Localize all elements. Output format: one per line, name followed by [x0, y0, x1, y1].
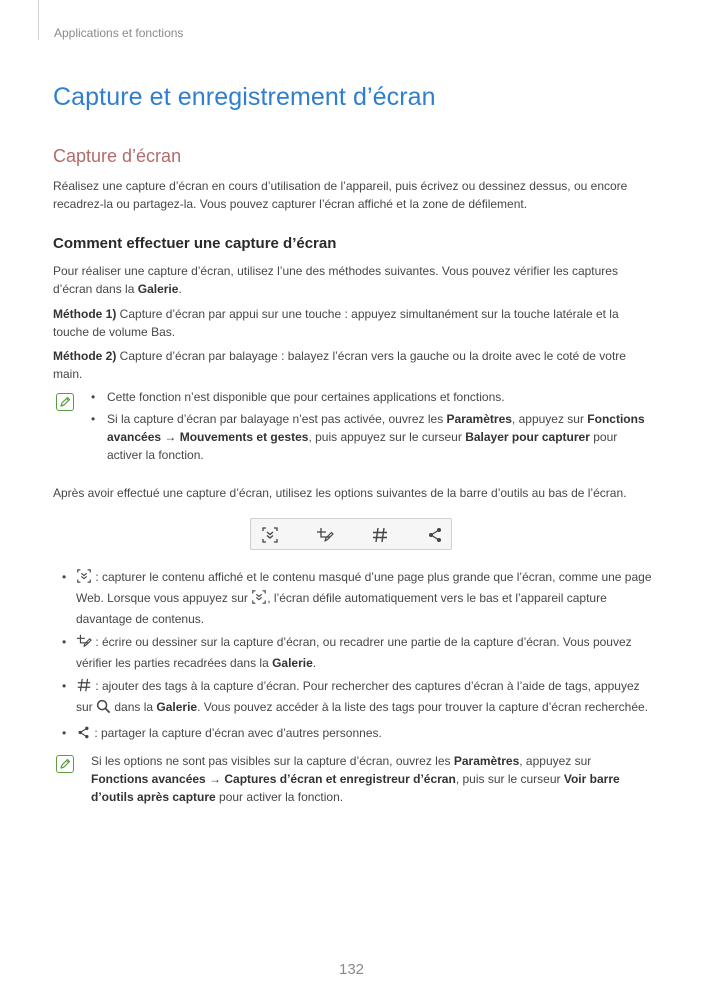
motions-gestures-term: Mouvements et gestes	[179, 430, 309, 444]
option-scroll-text-b: , l’écran défile automatiquement vers le bas et l’appareil capture davantage de contenus.	[76, 591, 607, 626]
methods-paragraph	[53, 262, 653, 298]
option-draw-text-b: .	[312, 656, 317, 670]
gallery-term: Galerie	[137, 282, 179, 296]
note-1-text-2d: pour activer la fonction.	[107, 430, 618, 462]
note-2	[91, 752, 651, 806]
share-icon	[426, 526, 444, 544]
bullet-dot: •	[62, 570, 67, 584]
section-subtitle: Capture d’écran	[53, 146, 182, 166]
method-2-text: Capture d’écran par balayage : balayez l’écran vers la gauche ou la droite avec le coté de votre main.	[53, 349, 626, 381]
note-2-text-c: , puis sur le curseur	[455, 772, 564, 786]
note-2-text-a: Si les options ne sont pas visibles sur la capture d’écran, ouvrez les	[91, 754, 454, 768]
option-share	[62, 724, 652, 745]
option-draw-crop	[62, 633, 652, 672]
after-paragraph: Après avoir effectué une capture d’écran, utilisez les options suivantes de la barre d’outils au bas de l’écran.	[53, 486, 627, 500]
page-title: Capture et enregistrement d’écran	[53, 83, 436, 111]
option-tag-text-c: . Vous pouvez accéder à la liste des tags pour trouver la capture d’écran recherchée.	[197, 700, 649, 714]
bullet-dot: •	[91, 390, 96, 404]
arrow: →	[205, 772, 225, 786]
draw-crop-icon	[76, 633, 92, 654]
bullet-dot: •	[91, 412, 96, 426]
note-1-bullet-1	[91, 388, 651, 406]
how-to-heading: Comment effectuer une capture d’écran	[53, 235, 337, 252]
method-1-label: Méthode 1)	[53, 307, 117, 321]
section-label: Applications et fonctions	[54, 26, 184, 40]
intro-paragraph: Réalisez une capture d’écran en cours d’utilisation de l’appareil, puis écrivez ou dessinez dessus, ou encore recadrez-la ou partagez-la. Vous pouvez capturer l’écran affiché et la zone de défilement.	[53, 179, 628, 211]
settings-term: Paramètres	[446, 412, 512, 426]
methods-text: Pour réaliser une capture d’écran, utilisez l’une des méthodes suivantes. Vous pouvez vérifier les captures d’écran dans la	[53, 264, 618, 296]
bullet-dot: •	[62, 635, 67, 649]
search-icon	[96, 699, 111, 719]
gallery-term: Galerie	[272, 656, 313, 670]
note-1	[91, 388, 651, 464]
note-1-text-2a: Si la capture d’écran par balayage n’est pas activée, ouvrez les	[107, 412, 447, 426]
page-number: 132	[338, 961, 365, 978]
tag-icon	[76, 677, 92, 698]
note-1-text-2c: , puis appuyez sur le curseur	[308, 430, 466, 444]
option-tag	[62, 677, 652, 719]
show-toolbar-term: Voir barre d’outils après capture	[91, 772, 620, 804]
option-scroll-text-a: : capturer le contenu affiché et le contenu masqué d’une page plus grande que l’écran, comme une page Web. Lorsque vous appuyez sur	[76, 570, 652, 605]
option-tag-text-b: dans la	[111, 700, 157, 714]
option-tag-text-a: : ajouter des tags à la capture d’écran. Pour rechercher des captures d’écran à l’aide de tags, appuyez sur	[76, 679, 640, 714]
bullet-dot: •	[62, 679, 67, 693]
advanced-features-term: Fonctions avancées	[107, 412, 645, 444]
option-draw-text-a: : écrire ou dessiner sur la capture d’écran, ou recadrer une partie de la capture d’écran. Vous pouvez vérifier les parties recadrées dans la	[76, 635, 632, 670]
note-2-text-b: , appuyez sur	[519, 754, 592, 768]
arrow: →	[161, 430, 180, 444]
draw-crop-icon	[316, 526, 334, 544]
screenshots-recorder-term: Captures d’écran et enregistreur d’écran	[224, 772, 456, 786]
method-2-label: Méthode 2)	[53, 349, 117, 363]
scroll-capture-icon	[261, 526, 279, 544]
settings-term: Paramètres	[453, 754, 520, 768]
note-icon	[56, 755, 74, 773]
advanced-features-term: Fonctions avancées	[91, 772, 206, 786]
method-1-text: Capture d’écran par appui sur une touche : appuyez simultanément sur la touche latérale et la touche de volume Bas.	[53, 307, 619, 339]
scroll-capture-icon	[76, 568, 92, 589]
note-icon	[56, 393, 74, 411]
options-list	[62, 568, 652, 745]
screenshot-toolbar	[250, 518, 452, 550]
tag-icon	[371, 526, 389, 544]
share-icon	[76, 725, 91, 745]
method-1	[53, 305, 653, 341]
note-2-text-d: pour activer la fonction.	[215, 790, 344, 804]
gallery-term: Galerie	[156, 700, 198, 714]
note-1-text-2b: , appuyez sur	[511, 412, 588, 426]
scroll-capture-icon	[251, 589, 267, 610]
note-1-text-1: Cette fonction n’est disponible que pour certaines applications et fonctions.	[107, 390, 505, 404]
method-2	[53, 347, 653, 383]
methods-end: .	[178, 282, 182, 296]
option-share-text: : partager la capture d’écran avec d’autres personnes.	[91, 726, 382, 740]
side-rule	[38, 0, 39, 40]
bullet-dot: •	[62, 726, 67, 740]
option-scroll-capture	[62, 568, 652, 628]
note-1-bullet-2	[91, 410, 651, 464]
palm-swipe-term: Balayer pour capturer	[465, 430, 590, 444]
